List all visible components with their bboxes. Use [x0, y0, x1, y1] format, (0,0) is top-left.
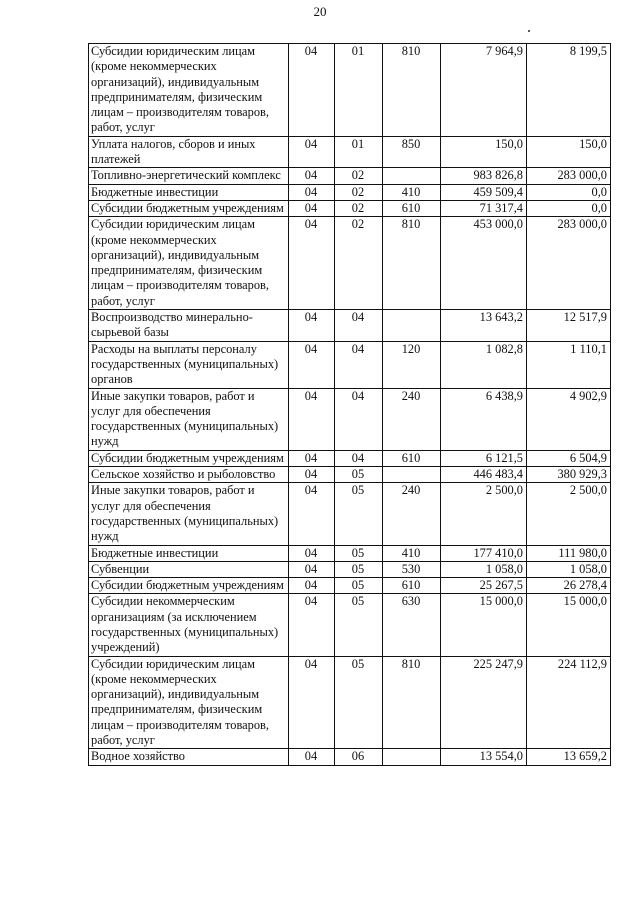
expense-type-code-cell: 240 — [383, 483, 441, 545]
subsection-code-cell: 04 — [335, 310, 383, 342]
expense-name-cell: Субсидии юридическим лицам (кроме некоммерческих организаций), индивидуальным предпринимателям, физическим лицам – производителям товаров, работ, услуг — [89, 656, 289, 749]
amount-year2-cell: 13 659,2 — [527, 749, 611, 765]
section-code-cell: 04 — [289, 483, 335, 545]
expense-type-code-cell — [383, 749, 441, 765]
section-code-cell: 04 — [289, 136, 335, 168]
expense-type-code-cell: 120 — [383, 341, 441, 388]
expense-type-code-cell: 240 — [383, 388, 441, 450]
budget-table-body — [89, 44, 611, 766]
amount-year1-cell: 6 438,9 — [441, 388, 527, 450]
amount-year1-cell: 25 267,5 — [441, 578, 527, 594]
amount-year2-cell: 224 112,9 — [527, 656, 611, 749]
table-row — [89, 483, 611, 545]
table-row — [89, 594, 611, 656]
expense-name-cell: Субсидии бюджетным учреждениям — [89, 450, 289, 466]
expense-type-code-cell: 610 — [383, 450, 441, 466]
expense-type-code-cell: 850 — [383, 136, 441, 168]
expense-name-cell: Расходы на выплаты персоналу государственных (муниципальных) органов — [89, 341, 289, 388]
expense-type-code-cell: 530 — [383, 561, 441, 577]
amount-year1-cell: 446 483,4 — [441, 467, 527, 483]
expense-type-code-cell: 810 — [383, 656, 441, 749]
amount-year2-cell: 0,0 — [527, 200, 611, 216]
subsection-code-cell: 02 — [335, 217, 383, 310]
amount-year2-cell: 15 000,0 — [527, 594, 611, 656]
expense-type-code-cell: 410 — [383, 184, 441, 200]
amount-year2-cell: 4 902,9 — [527, 388, 611, 450]
table-row — [89, 310, 611, 342]
expense-name-cell: Субсидии бюджетным учреждениям — [89, 578, 289, 594]
expense-type-code-cell: 810 — [383, 44, 441, 137]
subsection-code-cell: 05 — [335, 656, 383, 749]
expense-name-cell: Субсидии некоммерческим организациям (за исключением государственных (муниципальных) учреждений) — [89, 594, 289, 656]
subsection-code-cell: 06 — [335, 749, 383, 765]
section-code-cell: 04 — [289, 450, 335, 466]
table-row — [89, 217, 611, 310]
expense-name-cell: Субсидии юридическим лицам (кроме некоммерческих организаций), индивидуальным предпринимателям, физическим лицам – производителям товаров, работ, услуг — [89, 217, 289, 310]
subsection-code-cell: 04 — [335, 450, 383, 466]
table-row — [89, 450, 611, 466]
table-row — [89, 44, 611, 137]
section-code-cell: 04 — [289, 467, 335, 483]
expense-name-cell: Топливно-энергетический комплекс — [89, 168, 289, 184]
amount-year1-cell: 2 500,0 — [441, 483, 527, 545]
table-row — [89, 388, 611, 450]
section-code-cell: 04 — [289, 749, 335, 765]
amount-year1-cell: 1 082,8 — [441, 341, 527, 388]
amount-year2-cell: 1 058,0 — [527, 561, 611, 577]
expense-name-cell: Бюджетные инвестиции — [89, 545, 289, 561]
table-row — [89, 561, 611, 577]
expense-type-code-cell: 610 — [383, 200, 441, 216]
table-row — [89, 168, 611, 184]
amount-year1-cell: 71 317,4 — [441, 200, 527, 216]
amount-year2-cell: 283 000,0 — [527, 168, 611, 184]
amount-year1-cell: 453 000,0 — [441, 217, 527, 310]
subsection-code-cell: 02 — [335, 184, 383, 200]
expense-name-cell: Субвенции — [89, 561, 289, 577]
section-code-cell: 04 — [289, 200, 335, 216]
expense-type-code-cell: 630 — [383, 594, 441, 656]
section-code-cell: 04 — [289, 545, 335, 561]
amount-year2-cell: 150,0 — [527, 136, 611, 168]
amount-year2-cell: 26 278,4 — [527, 578, 611, 594]
expense-name-cell: Субсидии бюджетным учреждениям — [89, 200, 289, 216]
subsection-code-cell: 01 — [335, 136, 383, 168]
subsection-code-cell: 02 — [335, 200, 383, 216]
subsection-code-cell: 04 — [335, 341, 383, 388]
subsection-code-cell: 05 — [335, 561, 383, 577]
amount-year1-cell: 983 826,8 — [441, 168, 527, 184]
expense-name-cell: Иные закупки товаров, работ и услуг для обеспечения государственных (муниципальных) нужд — [89, 388, 289, 450]
subsection-code-cell: 05 — [335, 594, 383, 656]
expense-type-code-cell — [383, 467, 441, 483]
budget-table — [88, 43, 611, 766]
expense-name-cell: Уплата налогов, сборов и иных платежей — [89, 136, 289, 168]
section-code-cell: 04 — [289, 44, 335, 137]
subsection-code-cell: 05 — [335, 467, 383, 483]
subsection-code-cell: 05 — [335, 578, 383, 594]
amount-year1-cell: 177 410,0 — [441, 545, 527, 561]
table-row — [89, 656, 611, 749]
amount-year1-cell: 13 554,0 — [441, 749, 527, 765]
amount-year1-cell: 1 058,0 — [441, 561, 527, 577]
amount-year1-cell: 13 643,2 — [441, 310, 527, 342]
expense-name-cell: Иные закупки товаров, работ и услуг для обеспечения государственных (муниципальных) нужд — [89, 483, 289, 545]
expense-type-code-cell: 410 — [383, 545, 441, 561]
amount-year2-cell: 111 980,0 — [527, 545, 611, 561]
page-number: 20 — [313, 4, 327, 19]
table-row — [89, 184, 611, 200]
section-code-cell: 04 — [289, 578, 335, 594]
section-code-cell: 04 — [289, 341, 335, 388]
amount-year1-cell: 15 000,0 — [441, 594, 527, 656]
section-code-cell: 04 — [289, 168, 335, 184]
amount-year1-cell: 7 964,9 — [441, 44, 527, 137]
amount-year2-cell: 0,0 — [527, 184, 611, 200]
table-row — [89, 341, 611, 388]
table-row — [89, 467, 611, 483]
section-code-cell: 04 — [289, 310, 335, 342]
table-row — [89, 578, 611, 594]
section-code-cell: 04 — [289, 656, 335, 749]
expense-type-code-cell — [383, 310, 441, 342]
expense-type-code-cell: 610 — [383, 578, 441, 594]
amount-year2-cell: 380 929,3 — [527, 467, 611, 483]
section-code-cell: 04 — [289, 388, 335, 450]
expense-name-cell: Воспроизводство минерально-сырьевой базы — [89, 310, 289, 342]
table-row — [89, 749, 611, 765]
expense-name-cell: Сельское хозяйство и рыболовство — [89, 467, 289, 483]
expense-name-cell: Бюджетные инвестиции — [89, 184, 289, 200]
amount-year1-cell: 459 509,4 — [441, 184, 527, 200]
subsection-code-cell: 05 — [335, 483, 383, 545]
amount-year2-cell: 12 517,9 — [527, 310, 611, 342]
amount-year1-cell: 225 247,9 — [441, 656, 527, 749]
subsection-code-cell: 05 — [335, 545, 383, 561]
subsection-code-cell: 04 — [335, 388, 383, 450]
amount-year2-cell: 283 000,0 — [527, 217, 611, 310]
amount-year2-cell: 8 199,5 — [527, 44, 611, 137]
amount-year1-cell: 6 121,5 — [441, 450, 527, 466]
table-row — [89, 200, 611, 216]
section-code-cell: 04 — [289, 594, 335, 656]
subsection-code-cell: 02 — [335, 168, 383, 184]
subsection-code-cell: 01 — [335, 44, 383, 137]
scan-speck — [528, 30, 530, 32]
table-row — [89, 545, 611, 561]
amount-year2-cell: 6 504,9 — [527, 450, 611, 466]
expense-name-cell: Субсидии юридическим лицам (кроме некоммерческих организаций), индивидуальным предпринимателям, физическим лицам – производителям товаров, работ, услуг — [89, 44, 289, 137]
table-row — [89, 136, 611, 168]
amount-year2-cell: 1 110,1 — [527, 341, 611, 388]
expense-name-cell: Водное хозяйство — [89, 749, 289, 765]
amount-year1-cell: 150,0 — [441, 136, 527, 168]
expense-type-code-cell: 810 — [383, 217, 441, 310]
section-code-cell: 04 — [289, 561, 335, 577]
section-code-cell: 04 — [289, 217, 335, 310]
expense-type-code-cell — [383, 168, 441, 184]
amount-year2-cell: 2 500,0 — [527, 483, 611, 545]
section-code-cell: 04 — [289, 184, 335, 200]
